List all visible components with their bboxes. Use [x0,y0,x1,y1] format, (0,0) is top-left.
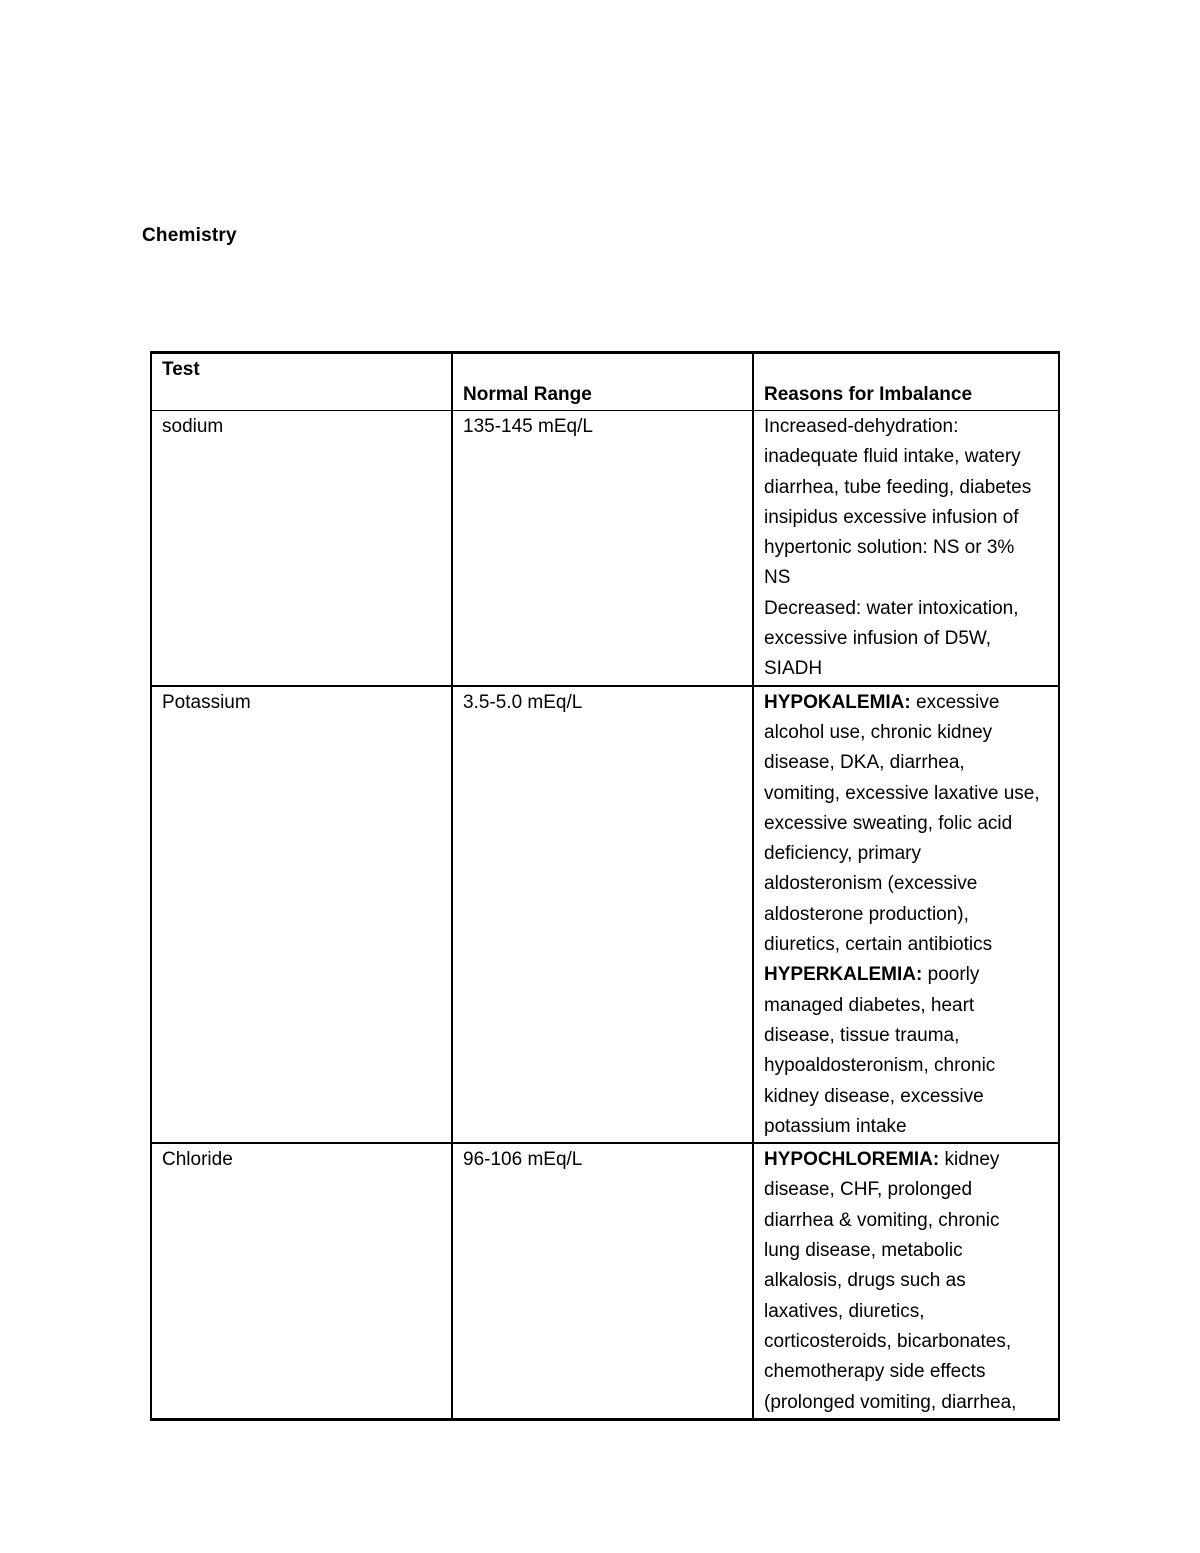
reason-line [764,1388,1048,1418]
imbalance-reasons [753,686,1059,1143]
reason-text: (prolonged vomiting, diarrhea, [764,1391,1017,1413]
reason-text: aldosteronism (excessive [764,873,978,895]
reason-line [764,1206,1048,1236]
reason-line [764,533,1048,563]
reason-text: hypertonic solution: NS or 3% [764,537,1015,559]
reason-line [764,960,1048,990]
reason-text: poorly [922,964,980,986]
normal-range: 96-106 mEq/L [452,1143,753,1419]
reason-text: chemotherapy side effects [764,1361,986,1383]
header-test: Test [151,353,452,411]
reason-line [764,1175,1048,1205]
reason-text: Increased-dehydration: [764,416,959,437]
reason-line [764,748,1048,778]
table-row [151,411,1059,686]
reason-line [764,779,1048,809]
reason-line [764,412,1048,442]
reason-text: diarrhea & vomiting, chronic [764,1209,1000,1231]
reason-text: aldosterone production), [764,903,969,925]
test-name: Potassium [151,686,452,1143]
reason-text: disease, tissue trauma, [764,1024,960,1046]
test-name: sodium [151,411,452,686]
reason-line [764,503,1048,533]
reason-text: inadequate fluid intake, watery [764,446,1021,468]
reason-line [764,869,1048,899]
reason-line [764,688,1048,718]
table-header-row [151,353,1059,411]
header-normal-range: Normal Range [452,353,753,411]
reason-line [764,442,1048,472]
reason-line [764,718,1048,748]
reason-line [764,624,1048,654]
reason-line [764,1327,1048,1357]
reason-line [764,1236,1048,1266]
normal-range: 135-145 mEq/L [452,411,753,686]
reason-text: alkalosis, drugs such as [764,1270,966,1292]
condition-label: HYPOKALEMIA: [764,691,911,713]
reason-line [764,1297,1048,1327]
reason-text: potassium intake [764,1115,907,1137]
reason-line [764,563,1048,593]
reason-text: Decreased: water intoxication, [764,597,1019,619]
reason-text: laxatives, diuretics, [764,1300,925,1322]
reason-line [764,1051,1048,1081]
reason-line [764,991,1048,1021]
reason-text: kidney [939,1149,1000,1171]
reason-line [764,930,1048,960]
condition-label: HYPERKALEMIA: [764,964,923,986]
reason-line [764,1021,1048,1051]
reason-text: corticosteroids, bicarbonates, [764,1330,1012,1352]
test-name: Chloride [151,1143,452,1419]
reason-line [764,839,1048,869]
reason-text: managed diabetes, heart [764,994,975,1016]
header-reasons: Reasons for Imbalance [753,353,1059,411]
reason-line [764,594,1048,624]
table-row [151,1143,1059,1419]
reason-line [764,900,1048,930]
normal-range: 3.5-5.0 mEq/L [452,686,753,1143]
reason-text: hypoaldosteronism, chronic [764,1055,996,1077]
reason-line [764,1266,1048,1296]
condition-label: HYPOCHLOREMIA: [764,1149,940,1171]
reason-line [764,473,1048,503]
reason-text: excessive [910,691,1000,713]
chemistry-table [150,351,1060,1421]
reason-text: diuretics, certain antibiotics [764,934,993,956]
reason-line [764,1112,1048,1142]
reason-text: excessive infusion of D5W, [764,628,992,650]
reason-text: alcohol use, chronic kidney [764,721,993,743]
reason-text: disease, DKA, diarrhea, [764,752,965,774]
reason-text: disease, CHF, prolonged [764,1179,973,1201]
page-title: Chemistry [142,225,237,246]
reason-text: diarrhea, tube feeding, diabetes [764,476,1032,498]
reason-text: lung disease, metabolic [764,1240,963,1262]
reason-text: excessive sweating, folic acid [764,812,1013,834]
reason-text: insipidus excessive infusion of [764,506,1019,528]
reason-line [764,809,1048,839]
reason-text: deficiency, primary [764,843,921,865]
imbalance-reasons [753,411,1059,686]
reason-text: vomiting, excessive laxative use, [764,782,1040,804]
reason-text: SIADH [764,658,823,680]
reason-line [764,654,1048,684]
imbalance-reasons [753,1143,1059,1419]
reason-line [764,1082,1048,1112]
reason-text: kidney disease, excessive [764,1085,984,1107]
reason-line [764,1357,1048,1387]
reason-line [764,1145,1048,1175]
table-row [151,686,1059,1143]
reason-text: NS [764,567,791,589]
